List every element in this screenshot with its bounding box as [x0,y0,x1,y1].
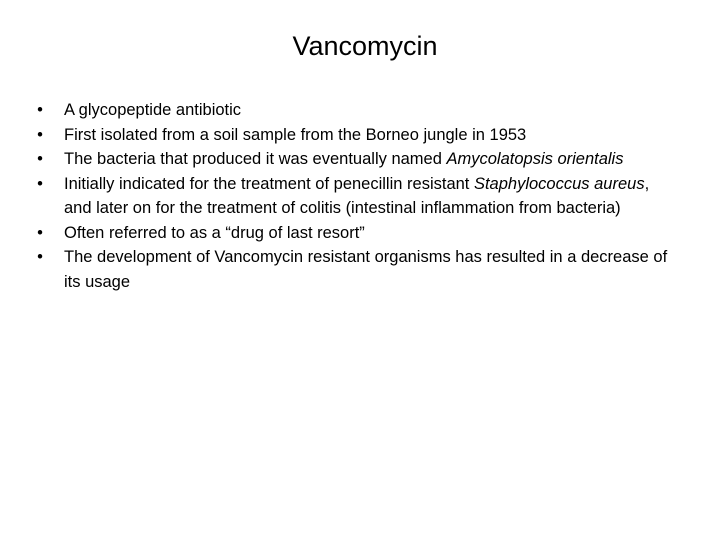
bullet-list [30,98,670,294]
bullet-segment: , and later on for the treatment of colitis (intestinal inflammation from bacteria) [64,174,650,217]
bullet-text [64,248,667,291]
bullet-italic-segment: Amycolatopsis orientalis [446,150,624,168]
bullet-segment: The bacteria that produced it was eventually named [64,150,447,168]
bullet-item [30,147,670,172]
bullet-segment: Often referred to as a “drug of last resort” [64,223,365,242]
bullet-dot-icon: • [37,101,43,119]
bullet-dot-icon: • [37,125,43,144]
bullet-item [30,172,670,221]
slide-title: Vancomycin [292,31,438,61]
bullet-dot-icon: • [37,174,43,193]
bullet-segment: First isolated from a soil sample from the Borneo jungle in 1953 [64,125,527,144]
bullet-text [64,224,365,242]
bullet-text [64,101,241,119]
bullet-segment: Initially indicated for the treatment of penecillin resistant [64,174,474,193]
bullet-text [64,175,649,218]
bullet-item [30,98,670,123]
bullet-dot-icon: • [37,150,43,168]
bullet-segment: A glycopeptide antibiotic [64,101,242,119]
bullet-italic-segment: Staphylococcus aureus [473,174,645,193]
bullet-dot-icon: • [37,248,43,266]
bullet-dot-icon: • [37,223,43,242]
bullet-text [64,150,623,168]
bullet-item [30,245,670,294]
bullet-text [64,126,526,144]
bullet-item [30,221,670,246]
bullet-item [30,123,670,148]
bullet-segment: The development of Vancomycin resistant organisms has resulted in a decrease of its usage [64,248,668,291]
